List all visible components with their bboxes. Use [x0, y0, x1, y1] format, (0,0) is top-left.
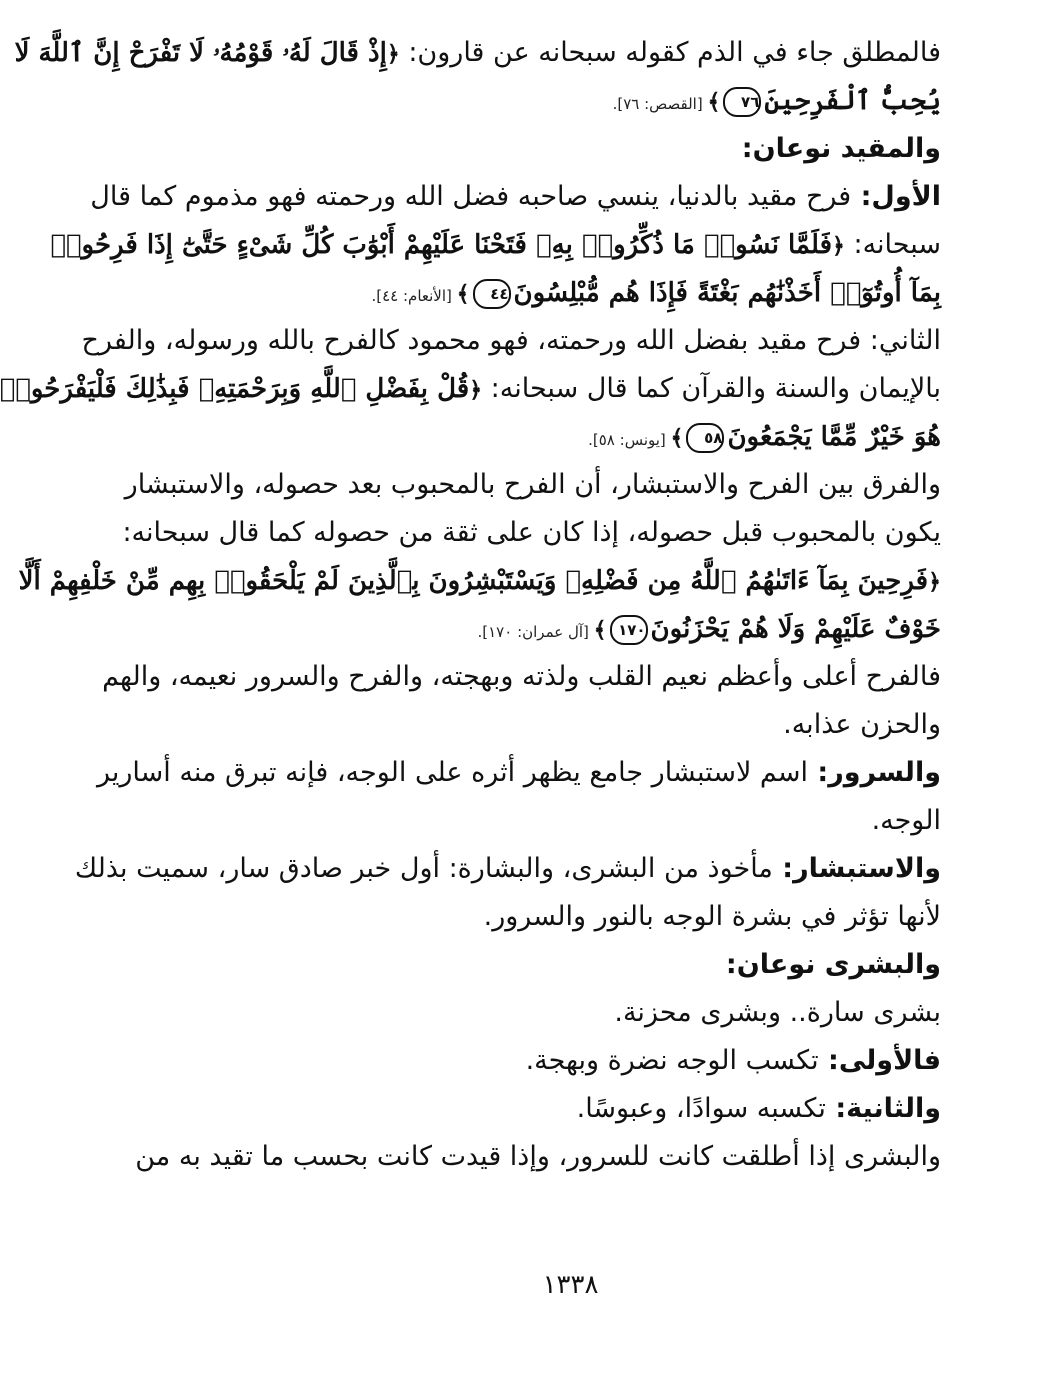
text-line — [166, 84, 941, 132]
bold-term: الأول: — [851, 181, 941, 212]
ornate-bracket: ﴿ — [832, 233, 845, 259]
text-line — [166, 708, 941, 756]
text-line — [166, 1044, 941, 1092]
text-span: والبشرى إذا أطلقت كانت للسرور، وإذا قيدت كانت بحسب ما تقيد به من — [135, 1141, 941, 1172]
quran-verse: خَوْفٌ عَلَيْهِمْ وَلَا هُمْ يَحْزَنُونَ — [650, 614, 941, 644]
ayah-number-marker: ٤٤ — [473, 279, 511, 309]
bold-term: والسرور: — [808, 757, 941, 788]
text-span: والفرق بين الفرح والاستبشار، أن الفرح بالمحبوب بعد حصوله، والاستبشار — [124, 469, 941, 500]
text-line — [81, 324, 941, 372]
text-span: سبحانه: — [844, 229, 941, 260]
bold-term: والبشرى نوعان: — [725, 949, 941, 980]
verse-reference: [الأنعام: ٤٤]. — [371, 287, 457, 305]
verse-reference: [القصص: ٧٦]. — [612, 95, 708, 113]
text-line — [166, 1092, 941, 1140]
text-line — [135, 1140, 941, 1188]
text-span: فرح مقيد بالدنيا، ينسي صاحبه فضل الله ورحمته فهو مذموم كما قال — [90, 181, 852, 212]
quran-verse: فَرِحِينَ بِمَآ ءَاتَىٰهُمُ ٱللَّهُ مِن فَضْلِهِۦ وَيَسْتَبْشِرُونَ بِٱلَّذِينَ لَمْ يَلْحَقُوا۟ بِهِم مِّنْ خَلْفِهِمْ أَلَّا — [18, 566, 929, 596]
quran-verse: فَلَمَّا نَسُوا۟ مَا ذُكِّرُوا۟ بِهِۦ فَتَحْنَا عَلَيْهِمْ أَبْوَٰبَ كُلِّ شَىْءٍ حَتَّىٰٓ إِذَا فَرِحُوا۟ — [50, 230, 832, 260]
text-span: لأنها تؤثر في بشرة الوجه بالنور والسرور. — [483, 901, 941, 932]
text-span: الوجه. — [871, 805, 941, 836]
text-line — [14, 36, 941, 84]
ornate-bracket: ﴾ — [707, 89, 721, 115]
bold-term: والثانية: — [825, 1093, 941, 1124]
text-line — [74, 852, 941, 900]
ornate-bracket: ﴾ — [593, 617, 607, 643]
verse-reference: [آل عمران: ١٧٠]. — [477, 623, 594, 641]
text-line — [166, 420, 941, 468]
text-line — [102, 660, 941, 708]
verse-reference: [يونس: ٥٨]. — [588, 431, 671, 449]
page-body — [0, 36, 941, 1326]
ornate-bracket: ﴾ — [456, 281, 470, 307]
text-span: الثاني: فرح مقيد بفضل الله ورحمته، فهو محمود كالفرح بالله ورسوله، والفرح — [81, 325, 941, 356]
quran-verse: قُلْ بِفَضْلِ ٱللَّهِ وَبِرَحْمَتِهِۦ فَبِذَٰلِكَ فَلْيَفْرَحُوا۟ — [0, 374, 470, 404]
text-line — [122, 516, 941, 564]
text-span: يكون بالمحبوب قبل حصوله، إذا كان على ثقة من حصوله كما قال سبحانه: — [122, 517, 941, 548]
text-line — [166, 132, 941, 180]
text-line — [166, 900, 941, 948]
text-span: بالإيمان والسنة والقرآن كما قال سبحانه: — [482, 373, 941, 404]
bold-term: والاستبشار: — [772, 853, 941, 884]
quran-verse: إِذْ قَالَ لَهُۥ قَوْمُهُۥ لَا تَفْرَحْ إِنَّ ٱللَّهَ لَا — [14, 38, 387, 68]
text-line — [96, 756, 941, 804]
text-line — [18, 564, 941, 612]
text-line — [90, 180, 941, 228]
ayah-number-marker: ١٧٠ — [610, 615, 648, 645]
text-span: تكسبه سوادًا، وعبوسًا. — [576, 1093, 826, 1124]
text-span: بشرى سارة.. وبشرى محزنة. — [614, 997, 941, 1028]
text-line — [166, 996, 941, 1044]
quran-verse: يُحِبُّ ٱلْفَرِحِينَ — [764, 86, 941, 116]
text-line — [124, 468, 941, 516]
text-span: اسم لاستبشار جامع يظهر أثره على الوجه، فإنه تبرق منه أسارير — [96, 757, 809, 788]
text-span: مأخوذ من البشرى، والبشارة: أول خبر صادق سار، سميت بذلك — [74, 853, 773, 884]
ornate-bracket: ﴿ — [386, 41, 400, 67]
ornate-bracket: ﴿ — [469, 377, 483, 403]
text-line — [0, 372, 941, 420]
text-span: والحزن عذابه. — [783, 709, 941, 740]
text-line — [166, 948, 941, 996]
text-span: فالفرح أعلى وأعظم نعيم القلب ولذته وبهجته، والفرح والسرور نعيمه، والهم — [102, 661, 941, 692]
text-span: تكسب الوجه نضرة وبهجة. — [525, 1045, 819, 1076]
ornate-bracket: ﴾ — [670, 425, 684, 451]
ayah-number-marker: ٥٨ — [686, 423, 724, 453]
text-line — [166, 804, 941, 852]
text-line — [166, 612, 941, 660]
ayah-number-marker: ٧٦ — [723, 87, 761, 117]
page-number: ١٣٣٨ — [542, 1270, 599, 1300]
quran-verse: هُوَ خَيْرٌ مِّمَّا يَجْمَعُونَ — [727, 422, 941, 452]
bold-term: والمقيد نوعان: — [741, 133, 941, 164]
quran-verse: بِمَآ أُوتُوٓا۟ أَخَذْنَٰهُم بَغْتَةً فَإِذَا هُم مُّبْلِسُونَ — [513, 278, 941, 308]
text-line — [50, 228, 941, 276]
bold-term: فالأولى: — [818, 1045, 941, 1076]
ornate-bracket: ﴿ — [928, 569, 941, 595]
text-line — [166, 276, 941, 324]
text-span: فالمطلق جاء في الذم كقوله سبحانه عن قارون: — [399, 37, 941, 68]
